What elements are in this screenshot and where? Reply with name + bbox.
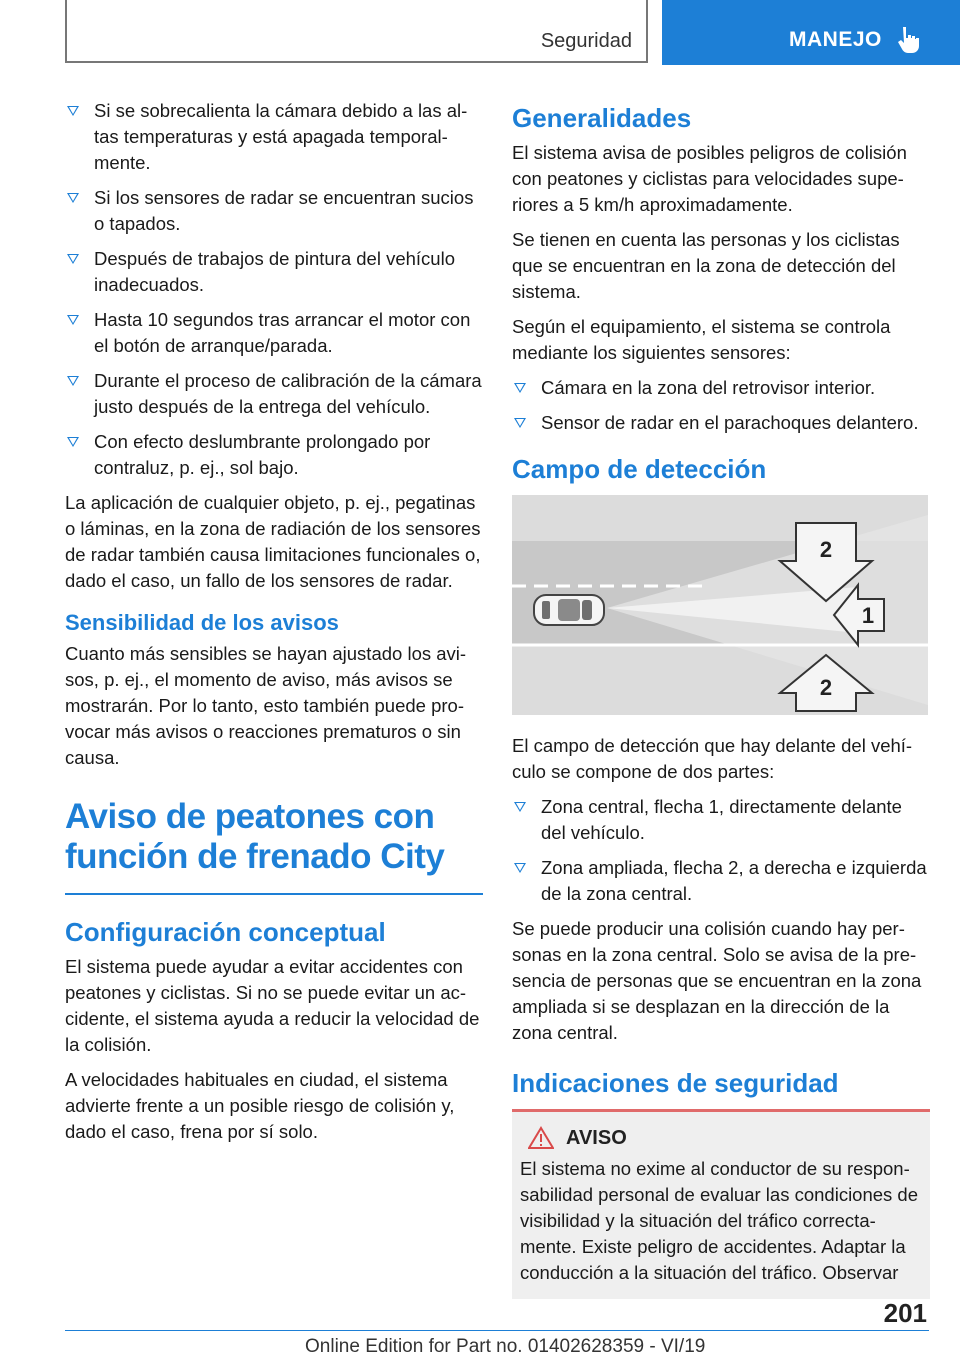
triangle-bullet-icon	[67, 193, 79, 203]
sensitivity-heading: Sensibilidad de los avisos	[65, 610, 339, 635]
triangle-bullet-icon	[67, 437, 79, 447]
detection-field-paragraph: El campo de detección que hay delante del vehículo se compone de dos partes:	[512, 735, 913, 782]
list-item: Zona ampliada, flecha 2, a derecha e izquierda de la zona central.	[512, 855, 930, 907]
concept-paragraph-2: A velocidades habituales en ciudad, el sistema advierte frente a un posible riesgo de colisión y, dado el caso, frena por sí solo.	[65, 1069, 455, 1142]
limitations-list	[65, 98, 483, 481]
list-item: Después de trabajos de pintura del vehículo inadecuados.	[65, 246, 483, 298]
general-heading: Generalidades	[512, 103, 692, 133]
left-column	[65, 98, 483, 1154]
warning-text: El sistema no exime al conductor de su responsabilidad personal de evaluar las condiciones de visibilidad y la situación del tráfico correctamente. Existe peligro de accidentes. Adaptar la conducción a la situación del tráfico. Observar	[520, 1158, 919, 1283]
triangle-bullet-icon	[67, 254, 79, 264]
list-item: Sensor de radar en el parachoques delantero.	[512, 410, 930, 436]
general-paragraph-2: Se tienen en cuenta las personas y los ciclistas que se encuentran en la zona de detección del sistema.	[512, 229, 900, 302]
list-item: Hasta 10 segundos tras arrancar el motor con el botón de arranque/parada.	[65, 307, 483, 359]
list-item: Con efecto deslumbrante prolongado por contraluz, p. ej., sol bajo.	[65, 429, 483, 481]
arrow-label-bottom: 2	[819, 675, 833, 700]
arrow-label-center: 1	[861, 603, 875, 628]
header-tab-label: MANEJO	[789, 28, 882, 51]
warning-header	[528, 1126, 922, 1150]
zones-list	[512, 794, 930, 907]
hand-pointer-icon	[894, 24, 924, 54]
detection-field-diagram	[512, 495, 928, 715]
list-item: Si se sobrecalienta la cámara debido a las altas temperaturas y está apagada temporalmente.	[65, 98, 483, 176]
collision-paragraph: Se puede producir una colisión cuando hay personas en la zona central. Solo se avisa de la presencia de personas que se encuentran en la zona ampliada si se desplazan en la dirección de la zona central.	[512, 918, 922, 1043]
footer-rule	[65, 1330, 929, 1331]
safety-heading: Indicaciones de seguridad	[512, 1068, 839, 1098]
list-item: Si los sensores de radar se encuentran sucios o tapados.	[65, 185, 483, 237]
right-column	[512, 98, 930, 1299]
general-paragraph-1: El sistema avisa de posibles peligros de colisión con peatones y ciclistas para velocidades superiores a 5 km/h aproximadamente.	[512, 142, 907, 215]
general-paragraph-3: Según el equipamiento, el sistema se controla mediante los siguientes sensores:	[512, 316, 891, 363]
triangle-bullet-icon	[514, 802, 526, 812]
triangle-bullet-icon	[67, 106, 79, 116]
concept-heading: Configuración conceptual	[65, 917, 386, 947]
triangle-bullet-icon	[514, 418, 526, 428]
warning-title: AVISO	[566, 1126, 627, 1149]
objects-paragraph: La aplicación de cualquier objeto, p. ej., pegatinas o láminas, en la zona de radiación de los sensores de radar también causa limitaciones funcionales o, dado el caso, un fallo de los sensores de radar.	[65, 492, 481, 591]
triangle-bullet-icon	[67, 376, 79, 386]
warning-box	[512, 1109, 930, 1299]
list-item: Cámara en la zona del retrovisor interior.	[512, 375, 930, 401]
list-item: Zona central, flecha 1, directamente delante del vehículo.	[512, 794, 930, 846]
header-section-title: Seguridad	[540, 30, 632, 52]
header-chapter-tab[interactable]	[662, 0, 960, 65]
triangle-bullet-icon	[514, 383, 526, 393]
triangle-bullet-icon	[514, 863, 526, 873]
triangle-bullet-icon	[67, 315, 79, 325]
concept-paragraph-1: El sistema puede ayudar a evitar accidentes con peatones y ciclistas. Si no se puede evitar un accidente, el sistema ayuda a reducir la velocidad de la colisión.	[65, 956, 480, 1055]
page-number: 201	[883, 1298, 927, 1328]
header-frame	[65, 0, 648, 63]
sensors-list	[512, 375, 930, 436]
chapter-title: Aviso de peatones con función de frenado City	[65, 797, 483, 895]
arrow-label-top: 2	[819, 537, 833, 562]
warning-triangle-icon	[528, 1126, 554, 1150]
detection-field-heading: Campo de detección	[512, 454, 767, 484]
car-icon	[534, 595, 604, 625]
list-item: Durante el proceso de calibración de la cámara justo después de la entrega del vehículo.	[65, 368, 483, 420]
sensitivity-paragraph: Cuanto más sensibles se hayan ajustado los avisos, p. ej., el momento de aviso, más avisos se mostrarán. Por lo tanto, esto también puede provocar más avisos o reacciones prematuros o sin causa.	[65, 643, 467, 768]
footer-edition: Online Edition for Part no. 01402628359 - VI/19	[305, 1336, 706, 1357]
